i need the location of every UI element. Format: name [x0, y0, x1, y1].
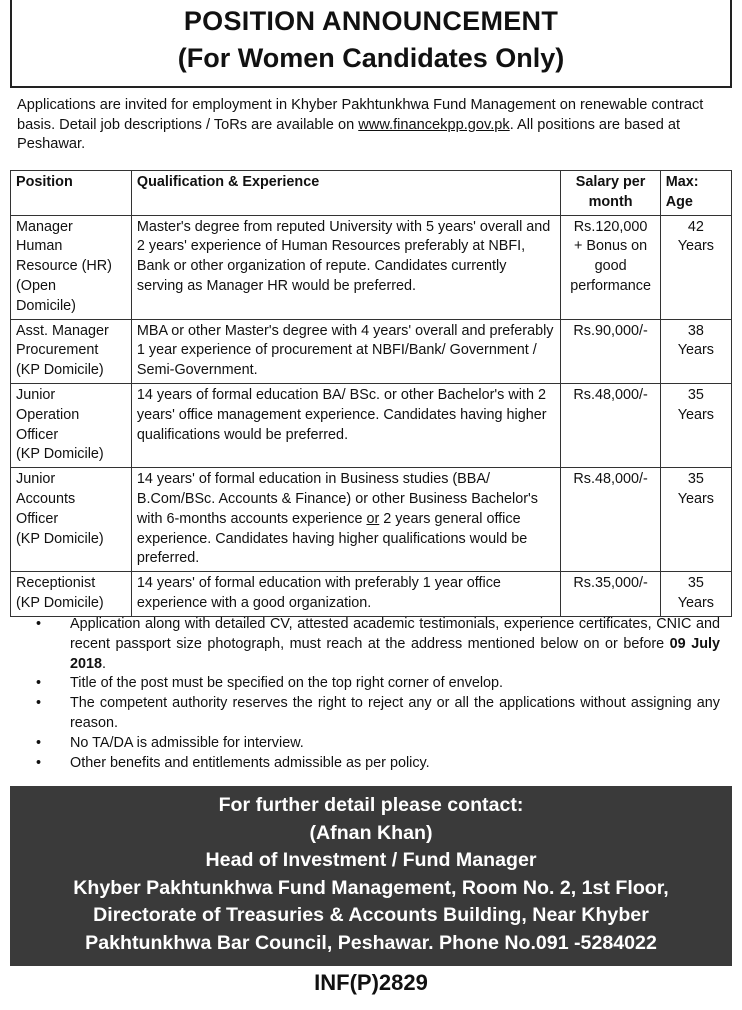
bullet-icon: • [36, 754, 42, 771]
position-cell: Junior Operation Officer (KP Domicile) [11, 383, 132, 467]
contact-address-line: Pakhtunkhwa Bar Council, Peshawar. Phone No.091 -5284022 [85, 931, 657, 954]
age-cell: 38 Years [660, 319, 731, 383]
salary-cell: Rs.90,000/- [561, 319, 660, 383]
position-cell: Asst. Manager Procurement (KP Domicile) [11, 319, 132, 383]
table-row [11, 383, 732, 467]
position-cell: Receptionist (KP Domicile) [11, 572, 132, 617]
contact-heading: For further detail please contact: [218, 794, 524, 816]
reference-code: INF(P)2829 [314, 970, 428, 995]
intro-text-end: . All positions are based at Peshawar. [17, 116, 681, 152]
intro-text: Applications are invited for employment in Khyber Pakhtunkhwa Fund Management on renewable contract basis. Detail job descriptions / ToRs are available on [17, 97, 704, 133]
list-item: • Title of the post must be specified on the top right corner of envelop. [30, 674, 720, 694]
list-item: • No TA/DA is admissible for interview. [30, 734, 720, 754]
age-cell: 42 Years [660, 215, 731, 319]
header-age: Max: Age [660, 171, 731, 216]
contact-address-line: Directorate of Treasuries & Accounts Building, Near Khyber [93, 904, 649, 927]
age-cell: 35 Years [660, 572, 731, 617]
page-subtitle: (For Women Candidates Only) [177, 43, 565, 73]
header-salary: Salary per month [561, 171, 660, 216]
deadline-date: 09 July 2018 [70, 635, 720, 672]
list-item: • Application along with detailed CV, attested academic testimonials, experience certificates, CNIC and recent passport size photograph, must reach at the address mentioned below on or before 09 July 2018. [36, 616, 720, 672]
salary-cell: Rs.120,000 + Bonus on good performance [561, 215, 660, 319]
qualification-cell: 14 years' of formal education with preferably 1 year office experience with a good organization. [131, 572, 561, 617]
website-link[interactable]: www.financekpp.gov.pk [358, 116, 510, 133]
table-row [11, 572, 732, 617]
header-qualification: Qualification & Experience [131, 171, 561, 216]
bullet-icon: • [36, 695, 42, 712]
contact-person: (Afnan Khan) [309, 821, 433, 844]
age-cell: 35 Years [660, 468, 731, 572]
contact-box [10, 786, 732, 966]
salary-cell: Rs.48,000/- [561, 468, 660, 572]
list-item: • The competent authority reserves the right to reject any or all the applications without assigning any reason. [36, 695, 720, 731]
qualification-cell: Master's degree from reputed University with 5 years' overall and 2 years' experience of Human Resources preferably at NBFI, Bank or other organization of repute. Candidates currently serving as Manager HR would be preferred. [131, 215, 561, 319]
table-row [11, 468, 732, 572]
announcement-header [10, 0, 732, 88]
age-cell: 35 Years [660, 383, 731, 467]
notes-list [30, 615, 720, 773]
positions-table [10, 170, 732, 617]
qualification-cell: 14 years' of formal education in Business studies (BBA/ B.Com/BSc. Accounts & Finance) or other Business Bachelor's with 6-months accounts experience or 2 years general office experience. Candidates having higher qualifications would be preferred. [131, 468, 561, 572]
intro-paragraph [17, 96, 727, 155]
qualification-cell: MBA or other Master's degree with 4 years' overall and preferably 1 year experience of procurement at NBFI/Bank/ Government / Semi-Government. [131, 319, 561, 383]
bullet-icon: • [36, 734, 42, 751]
contact-role: Head of Investment / Fund Manager [205, 849, 537, 872]
contact-address-line: Khyber Pakhtunkhwa Fund Management, Room No. 2, 1st Floor, [73, 876, 669, 899]
position-cell: Junior Accounts Officer (KP Domicile) [11, 468, 132, 572]
header-position: Position [11, 171, 132, 216]
table-header-row [11, 171, 732, 216]
table-row [11, 215, 732, 319]
list-item: • Other benefits and entitlements admissible as per policy. [30, 754, 720, 774]
position-cell: Manager Human Resource (HR) (Open Domicile) [11, 215, 132, 319]
bullet-icon: • [36, 675, 42, 692]
salary-cell: Rs.48,000/- [561, 383, 660, 467]
page-title: POSITION ANNOUNCEMENT [183, 6, 559, 36]
bullet-icon: • [36, 616, 42, 632]
qualification-cell: 14 years of formal education BA/ BSc. or other Bachelor's with 2 years' office management experience. Candidates having higher qualifications would be preferred. [131, 383, 561, 467]
table-row [11, 319, 732, 383]
salary-cell: Rs.35,000/- [561, 572, 660, 617]
